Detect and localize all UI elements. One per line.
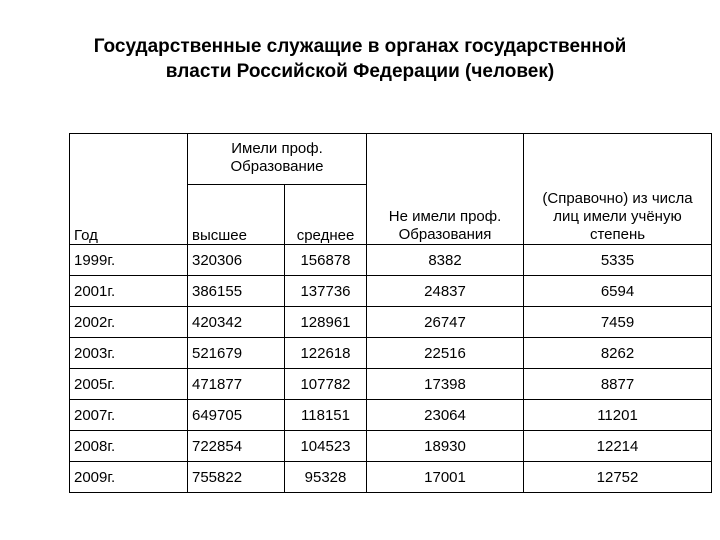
cell-secondary: 137736 <box>285 276 367 307</box>
page-title <box>0 34 720 84</box>
cell-higher: 649705 <box>188 400 285 431</box>
cell-year: 2005г. <box>70 369 188 400</box>
cell-secondary: 107782 <box>285 369 367 400</box>
cell-higher: 521679 <box>188 338 285 369</box>
table-row <box>70 400 712 431</box>
cell-secondary: 118151 <box>285 400 367 431</box>
table-row <box>70 276 712 307</box>
table-row <box>70 338 712 369</box>
table-row <box>70 245 712 276</box>
header-no-education: Не имели проф. Образования <box>367 134 524 245</box>
cell-no-education: 17398 <box>367 369 524 400</box>
cell-higher: 320306 <box>188 245 285 276</box>
cell-academic-degree: 11201 <box>524 400 712 431</box>
cell-no-education: 23064 <box>367 400 524 431</box>
cell-year: 2007г. <box>70 400 188 431</box>
cell-year: 2009г. <box>70 462 188 493</box>
cell-academic-degree: 6594 <box>524 276 712 307</box>
cell-academic-degree: 12214 <box>524 431 712 462</box>
table-row <box>70 369 712 400</box>
cell-secondary: 128961 <box>285 307 367 338</box>
header-education-group: Имели проф. Образование <box>188 134 367 185</box>
cell-secondary: 122618 <box>285 338 367 369</box>
cell-no-education: 18930 <box>367 431 524 462</box>
title-line-1: Государственные служащие в органах государственной <box>93 36 627 57</box>
cell-higher: 722854 <box>188 431 285 462</box>
cell-secondary: 95328 <box>285 462 367 493</box>
header-year: Год <box>70 134 188 245</box>
cell-year: 2001г. <box>70 276 188 307</box>
title-line-2: власти Российской Федерации (человек) <box>165 61 555 82</box>
cell-year: 2003г. <box>70 338 188 369</box>
cell-academic-degree: 7459 <box>524 307 712 338</box>
cell-year: 1999г. <box>70 245 188 276</box>
civil-servants-table <box>69 133 712 493</box>
header-higher: высшее <box>188 185 285 245</box>
header-academic-degree: (Справочно) из числа лиц имели учёную степень <box>524 134 712 245</box>
header-secondary: среднее <box>285 185 367 245</box>
cell-no-education: 22516 <box>367 338 524 369</box>
cell-no-education: 17001 <box>367 462 524 493</box>
cell-higher: 420342 <box>188 307 285 338</box>
cell-year: 2008г. <box>70 431 188 462</box>
table-row <box>70 462 712 493</box>
cell-academic-degree: 8262 <box>524 338 712 369</box>
cell-no-education: 8382 <box>367 245 524 276</box>
cell-higher: 755822 <box>188 462 285 493</box>
cell-secondary: 156878 <box>285 245 367 276</box>
header-row-top <box>70 134 712 185</box>
table-row <box>70 431 712 462</box>
table-row <box>70 307 712 338</box>
cell-academic-degree: 12752 <box>524 462 712 493</box>
cell-higher: 471877 <box>188 369 285 400</box>
table-body <box>70 245 712 493</box>
cell-secondary: 104523 <box>285 431 367 462</box>
cell-no-education: 26747 <box>367 307 524 338</box>
cell-year: 2002г. <box>70 307 188 338</box>
cell-higher: 386155 <box>188 276 285 307</box>
cell-academic-degree: 8877 <box>524 369 712 400</box>
cell-academic-degree: 5335 <box>524 245 712 276</box>
cell-no-education: 24837 <box>367 276 524 307</box>
